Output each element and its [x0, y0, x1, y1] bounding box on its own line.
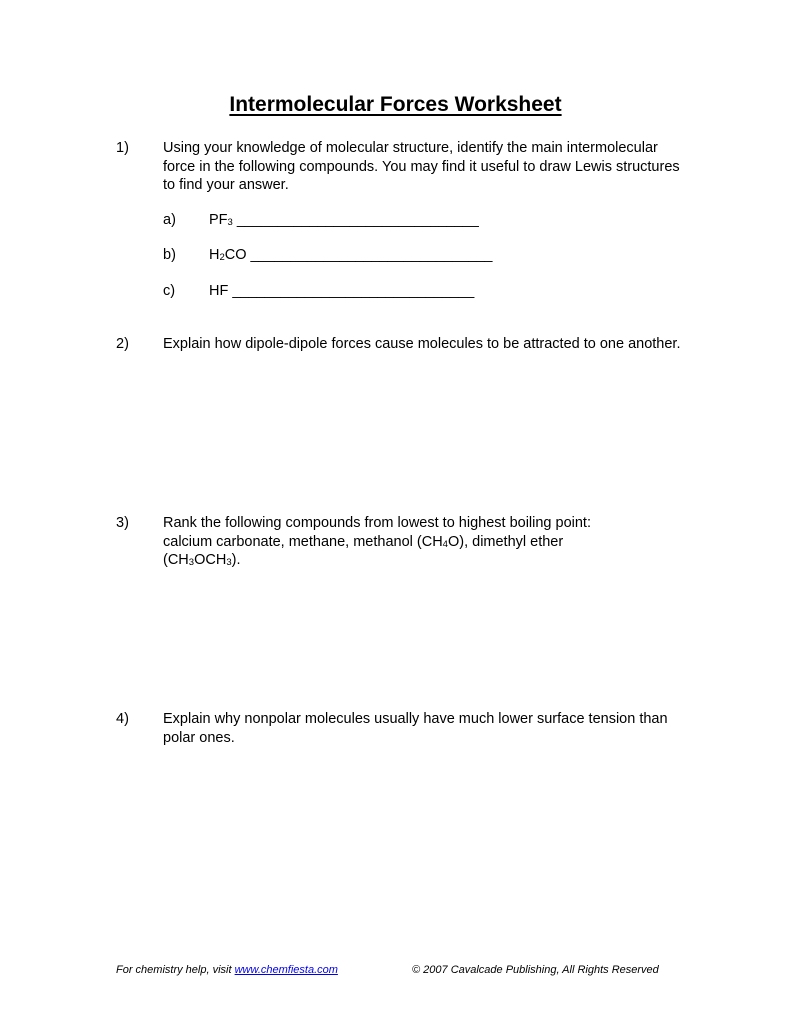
line-2-text-end: O), dimethyl ether — [447, 533, 564, 550]
formula-subscript: 3 — [188, 557, 195, 568]
question-3-number: 3) — [116, 515, 129, 531]
question-3-line-2 — [163, 533, 683, 552]
question-1-part-b — [163, 246, 493, 264]
page-title: Intermolecular Forces Worksheet — [229, 93, 562, 116]
question-3-text — [163, 514, 683, 570]
question-3-line-3 — [163, 551, 683, 570]
part-letter: c) — [163, 283, 176, 299]
compound-formula: HF — [209, 283, 229, 299]
question-2-number: 2) — [116, 336, 129, 352]
answer-blank[interactable]: ______________________________ — [228, 283, 475, 299]
formula-subscript: 2 — [219, 252, 225, 263]
formula-subscript: 3 — [226, 557, 232, 568]
line-2-text: calcium carbonate, methane, methanol (CH — [163, 533, 443, 550]
formula-subscript: 3 — [227, 217, 233, 228]
question-2-text: Explain how dipole-dipole forces cause molecules to be attracted to one another. — [163, 336, 681, 352]
answer-blank[interactable]: ______________________________ — [232, 212, 479, 228]
footer-prefix: For chemistry help, visit — [116, 964, 235, 976]
question-1-text: Using your knowledge of molecular structure, identify the main intermolecular force in the following compounds. You may find it useful to draw Lewis structures to find your answer. — [163, 140, 680, 193]
footer-help-text — [116, 963, 338, 977]
part-letter: b) — [163, 247, 176, 263]
footer-copyright: © 2007 Cavalcade Publishing, All Rights Reserved — [412, 964, 659, 976]
line-3-text: (CH — [163, 552, 189, 568]
question-1-part-a — [163, 211, 479, 229]
part-letter: a) — [163, 212, 176, 228]
compound-formula: H — [209, 247, 220, 263]
formula-subscript: 4 — [442, 538, 448, 550]
question-4-number: 4) — [116, 711, 129, 727]
question-1-part-c — [163, 282, 474, 300]
question-4-text: Explain why nonpolar molecules usually have much lower surface tension than polar ones. — [163, 711, 668, 746]
line-3-text-mid: OCH — [194, 552, 227, 568]
compound-formula-suffix: CO — [224, 247, 247, 263]
answer-blank[interactable]: ______________________________ — [246, 247, 493, 263]
question-1-number: 1) — [116, 140, 129, 156]
question-3-line-1: Rank the following compounds from lowest to highest boiling point: — [163, 515, 591, 531]
line-3-text-end: ). — [231, 552, 241, 568]
chemfiesta-link[interactable]: www.chemfiesta.com — [234, 964, 338, 976]
compound-formula: PF — [209, 212, 228, 228]
